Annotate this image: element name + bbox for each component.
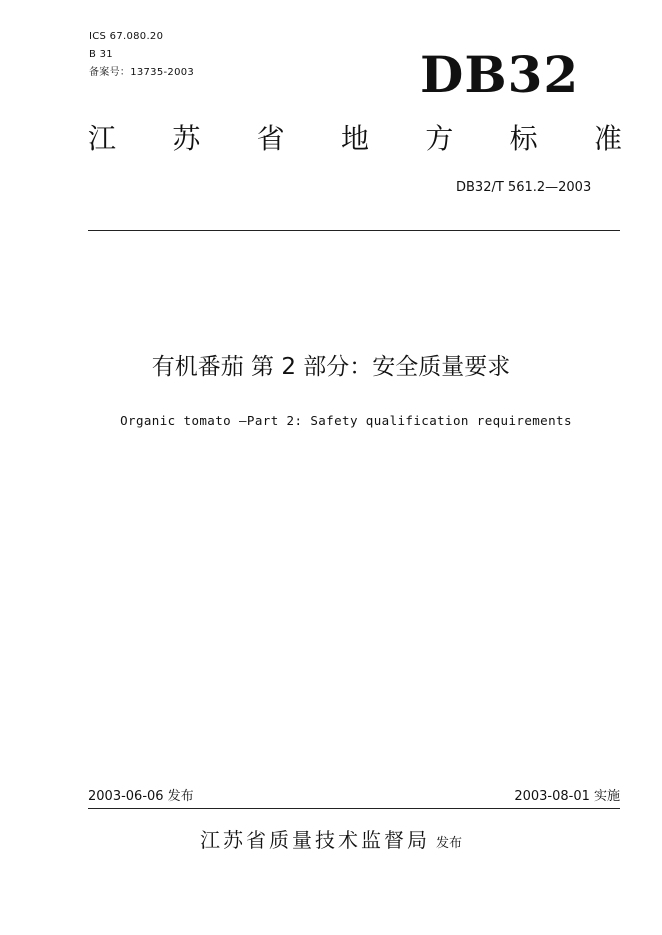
category-char: 江 <box>88 122 117 155</box>
implement-date: 2003-08-01 实施 <box>514 789 620 804</box>
standard-number: DB32/T 561.2—2003 <box>456 180 592 195</box>
standard-code: DB32 <box>420 45 580 104</box>
category-char: 地 <box>340 122 369 155</box>
category-char: 方 <box>425 122 454 155</box>
title-english: Organic tomato —Part 2: Safety qualification requirements <box>120 413 572 428</box>
issuer-line <box>0 826 662 858</box>
category-char: 准 <box>593 122 622 155</box>
filing-number: 备案号：13735-2003 <box>89 67 195 78</box>
ccs-code: B 31 <box>89 49 113 60</box>
ics-code: ICS 67.080.20 <box>89 31 164 42</box>
category-char: 省 <box>256 122 285 155</box>
category-char: 标 <box>509 122 538 155</box>
standard-category <box>88 121 622 157</box>
publish-date: 2003-06-06 发布 <box>88 789 194 804</box>
issuer-name: 江苏省质量技术监督局 <box>199 828 430 852</box>
footer-divider <box>88 808 620 809</box>
category-char: 苏 <box>172 122 201 155</box>
issuer-action: 发布 <box>435 836 462 851</box>
header-divider <box>88 230 620 231</box>
title-chinese: 有机番茄 第 2 部分：安全质量要求 <box>151 354 511 380</box>
